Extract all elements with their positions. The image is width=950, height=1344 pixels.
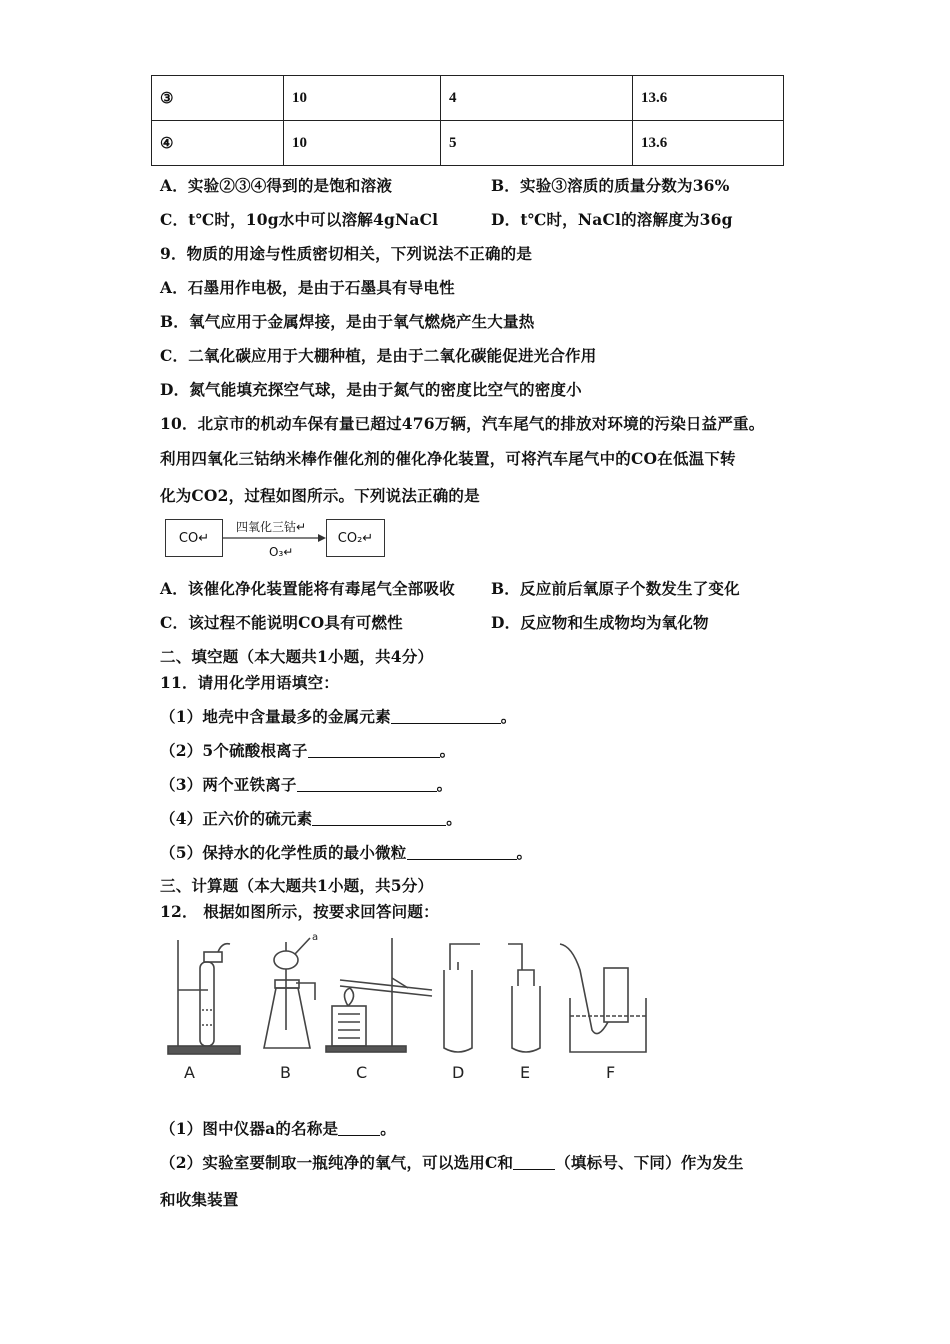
apparatus-f-icon (560, 944, 646, 1052)
table-cell: 10 (284, 121, 441, 166)
q8-option-c: C．t℃时，10g水中可以溶解4gNaCl (160, 210, 439, 229)
q11-part2 (160, 739, 455, 761)
table-cell: 4 (441, 76, 633, 121)
q11-part4-text: （4）正六价的硫元素 (160, 809, 313, 828)
label-f: F (606, 1063, 616, 1082)
answer-blank[interactable] (407, 844, 517, 860)
q11-part5 (160, 841, 532, 863)
answer-blank[interactable] (391, 708, 501, 724)
period: 。 (500, 707, 517, 726)
period: 。 (439, 741, 456, 760)
q12-stem: 12． 根据如图所示，按要求回答问题： (160, 902, 439, 921)
apparatus-b-icon (264, 938, 315, 1048)
answer-blank[interactable] (297, 776, 437, 792)
q11-part3-text: （3）两个亚铁离子 (160, 775, 297, 794)
period: 。 (380, 1119, 396, 1138)
q11-part2-text: （2）5个硫酸根离子 (160, 741, 308, 760)
q12-part1-text: （1）图中仪器a的名称是 (160, 1119, 339, 1138)
q8-option-d: D．t℃时，NaCl的溶解度为36g (491, 210, 733, 229)
label-d: D (452, 1063, 465, 1082)
answer-blank[interactable] (308, 742, 440, 758)
apparatus-e-icon (508, 944, 540, 1052)
apparatus-a-icon (168, 940, 240, 1054)
section3-title: 三、计算题（本大题共1小题，共5分） (160, 876, 434, 895)
table-cell: 10 (284, 76, 441, 121)
condition-label: O₃↵ (269, 545, 294, 559)
period: 。 (436, 775, 453, 794)
q9-option-a: A．石墨用作电极，是由于石墨具有导电性 (160, 278, 455, 297)
table-cell: 13.6 (633, 121, 784, 166)
lab-apparatus-figure (160, 930, 660, 1085)
period: 。 (446, 809, 462, 828)
q9-stem: 9．物质的用途与性质密切相关，下列说法不正确的是 (160, 244, 533, 263)
q10-stem-line1: 10．北京市的机动车保有量已超过476万辆，汽车尾气的排放对环境的污染日益严重。 (160, 414, 765, 433)
table-cell: 5 (441, 121, 633, 166)
label-a: A (184, 1063, 195, 1082)
answer-blank[interactable] (513, 1154, 555, 1170)
co2-box: CO₂↵ (326, 519, 385, 557)
q10-option-b: B．反应前后氧原子个数发生了变化 (491, 579, 740, 598)
answer-blank[interactable] (338, 1120, 380, 1136)
table-cell: 13.6 (633, 76, 784, 121)
label-c: C (356, 1063, 368, 1082)
q12-part2-text: （2）实验室要制取一瓶纯净的氧气，可以选用C和 (160, 1153, 514, 1172)
q12-part2-text-b: （填标号、下同）作为发生 (555, 1153, 744, 1172)
table-row (152, 76, 784, 121)
q12-part2 (160, 1151, 744, 1173)
apparatus-c-icon (326, 938, 432, 1052)
co-box: CO↵ (165, 519, 223, 557)
instrument-a-label: a (312, 932, 319, 943)
q10-option-c: C．该过程不能说明CO具有可燃性 (160, 613, 403, 632)
q11-part1 (160, 705, 517, 727)
q9-option-d: D．氮气能填充探空气球，是由于氮气的密度比空气的密度小 (160, 380, 582, 399)
catalyst-label: 四氧化三钴↵ (236, 520, 307, 534)
q10-option-a: A．该催化净化装置能将有毒尾气全部吸收 (160, 579, 455, 598)
period: 。 (516, 843, 533, 862)
table-row (152, 121, 784, 166)
q10-stem-line3: 化为CO2，过程如图所示。下列说法正确的是 (160, 486, 480, 505)
table-cell: ③ (152, 76, 284, 121)
q11-part5-text: （5）保持水的化学性质的最小微粒 (160, 843, 407, 862)
q12-part1 (160, 1117, 396, 1139)
experiment-table (151, 75, 784, 166)
label-b: B (280, 1063, 291, 1082)
q9-option-b: B．氧气应用于金属焊接，是由于氧气燃烧产生大量热 (160, 312, 535, 331)
q10-option-d: D．反应物和生成物均为氧化物 (491, 613, 709, 632)
q11-part1-text: （1）地壳中含量最多的金属元素 (160, 707, 391, 726)
q11-stem: 11．请用化学用语填空： (160, 673, 339, 692)
q9-option-c: C．二氧化碳应用于大棚种植，是由于二氧化碳能促进光合作用 (160, 346, 597, 365)
table-cell: ④ (152, 121, 284, 166)
q12-part2-cont: 和收集装置 (160, 1190, 239, 1209)
section2-title: 二、填空题（本大题共1小题，共4分） (160, 647, 434, 666)
q8-option-b: B．实验③溶质的质量分数为36% (491, 176, 730, 195)
apparatus-d-icon (444, 944, 480, 1052)
q11-part4 (160, 807, 462, 829)
answer-blank[interactable] (312, 810, 446, 826)
label-e: E (520, 1063, 531, 1082)
q10-stem-line2: 利用四氧化三钴纳米棒作催化剂的催化净化装置，可将汽车尾气中的CO在低温下转 (160, 449, 736, 468)
q11-part3 (160, 773, 452, 795)
q8-option-a: A．实验②③④得到的是饱和溶液 (160, 176, 393, 195)
